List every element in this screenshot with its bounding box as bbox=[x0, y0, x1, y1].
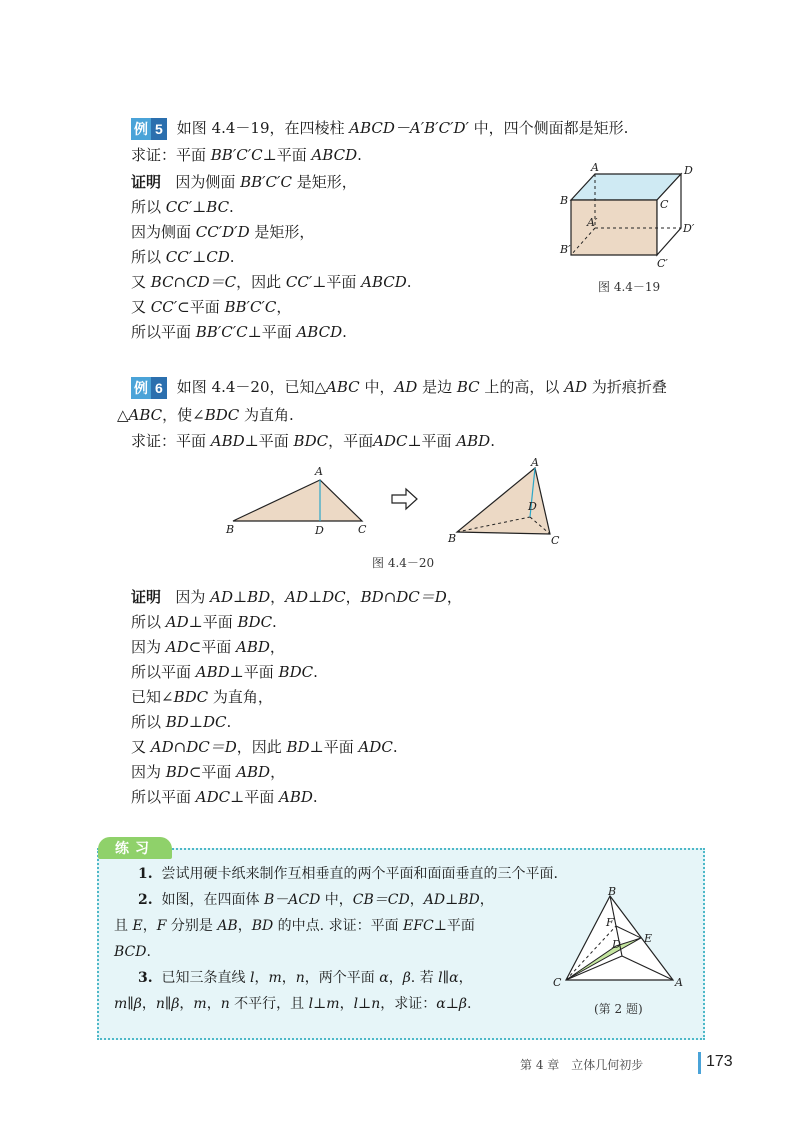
label-D: D bbox=[684, 164, 693, 177]
footer-divider bbox=[698, 1052, 701, 1074]
example5-proof-line-6: 又 CC′⊂平面 BB′C′C， bbox=[131, 298, 292, 316]
practice-q3-line-1: 3. 已知三条直线 l，m，n，两个平面 α，β. 若 l∥α， bbox=[138, 970, 473, 986]
practice-title: 练习 bbox=[98, 837, 172, 859]
example5-statement: 例 5 如图 4.4－19，在四棱柱 ABCD－A′B′C′D′ 中，四个侧面都是矩形. bbox=[131, 118, 628, 140]
label-B-right: B bbox=[448, 532, 457, 545]
label-B-left: B bbox=[226, 523, 235, 536]
example6-proof-line-7: 又 AD∩DC＝D，因此 BD⊥平面 ADC. bbox=[131, 738, 398, 756]
example5-tag: 例 5 bbox=[131, 118, 167, 140]
example5-prove: 求证：平面 BB′C′C⊥平面 ABCD. bbox=[131, 146, 362, 164]
practice-q2-caption: (第 2 题) bbox=[594, 1002, 643, 1016]
example6-prove: 求证：平面 ABD⊥平面 BDC，平面ADC⊥平面 ABD. bbox=[131, 432, 495, 450]
label-B-q2: B bbox=[608, 886, 617, 898]
label-F-q2: F bbox=[606, 916, 614, 929]
figure-4-4-20 bbox=[220, 458, 580, 550]
label-A1: A′ bbox=[587, 216, 598, 229]
example6-statement-2: △ABC，使∠BDC 为直角. bbox=[117, 406, 294, 424]
page-number: 173 bbox=[706, 1053, 733, 1070]
figure-4-4-20-caption: 图 4.4－20 bbox=[372, 556, 435, 570]
practice-q2-figure bbox=[548, 886, 690, 994]
label-B1: B′ bbox=[560, 243, 571, 256]
figure-4-4-19 bbox=[555, 160, 705, 270]
example6-proof-line-4: 所以平面 ABD⊥平面 BDC. bbox=[131, 663, 318, 681]
label-D-q2: D bbox=[612, 938, 621, 951]
practice-q2-line-3: BCD. bbox=[114, 944, 151, 960]
arrow-icon bbox=[392, 489, 417, 509]
label-D1: D′ bbox=[683, 222, 695, 235]
example6-proof-line-9: 所以平面 ADC⊥平面 ABD. bbox=[131, 788, 318, 806]
practice-q2-line-2: 且 E，F 分别是 AB，BD 的中点. 求证：平面 EFC⊥平面 bbox=[114, 918, 475, 934]
label-A-right: A bbox=[531, 458, 539, 469]
label-D-right: D bbox=[528, 500, 537, 513]
chapter-footer: 第 4 章 立体几何初步 bbox=[520, 1058, 644, 1072]
figure-4-4-19-caption: 图 4.4－19 bbox=[598, 280, 661, 294]
label-A-q2: A bbox=[675, 976, 683, 989]
example6-proof-line-3: 因为 AD⊂平面 ABD， bbox=[131, 638, 285, 656]
label-D-left: D bbox=[315, 524, 324, 537]
example5-proof-line-5: 又 BC∩CD＝C，因此 CC′⊥平面 ABCD. bbox=[131, 273, 412, 291]
label-C-right: C bbox=[551, 534, 560, 547]
label-C-q2: C bbox=[553, 976, 562, 989]
example6-tag: 例 6 bbox=[131, 377, 167, 399]
label-C: C bbox=[660, 198, 669, 211]
label-A: A bbox=[591, 161, 599, 174]
label-B: B bbox=[560, 194, 569, 207]
label-A-left: A bbox=[315, 465, 323, 478]
triangle-abc-flat bbox=[233, 480, 362, 521]
example6-proof-line-5: 已知∠BDC 为直角， bbox=[131, 688, 273, 706]
label-C-left: C bbox=[358, 523, 367, 536]
example6-proof-line-2: 所以 AD⊥平面 BDC. bbox=[131, 613, 277, 631]
label-C1: C′ bbox=[657, 257, 668, 270]
practice-q2-line-1: 2. 如图，在四面体 B－ACD 中，CB＝CD，AD⊥BD， bbox=[138, 892, 494, 908]
example5-proof-line-2: 所以 CC′⊥BC. bbox=[131, 198, 234, 216]
practice-q1: 1. 尝试用硬卡纸来制作互相垂直的两个平面和面面垂直的三个平面. bbox=[138, 866, 558, 882]
example6-proof-line-6: 所以 BD⊥DC. bbox=[131, 713, 232, 731]
example6-proof-line-1: 证明 因为 AD⊥BD，AD⊥DC，BD∩DC＝D， bbox=[131, 588, 462, 606]
practice-q3-line-2: m∥β，n∥β，m，n 不平行，且 l⊥m，l⊥n，求证：α⊥β. bbox=[114, 996, 472, 1012]
label-E-q2: E bbox=[644, 932, 653, 945]
example5-proof-line-4: 所以 CC′⊥CD. bbox=[131, 248, 235, 266]
example6-statement-1: 例 6 如图 4.4－20，已知△ABC 中，AD 是边 BC 上的高，以 AD 为折痕折叠 bbox=[131, 377, 667, 399]
example5-proof-line-1: 证明 因为侧面 BB′C′C 是矩形， bbox=[131, 173, 357, 191]
example6-proof-line-8: 因为 BD⊂平面 ABD， bbox=[131, 763, 286, 781]
example5-proof-line-7: 所以平面 BB′C′C⊥平面 ABCD. bbox=[131, 323, 347, 341]
example5-proof-line-3: 因为侧面 CC′D′D 是矩形， bbox=[131, 223, 315, 241]
